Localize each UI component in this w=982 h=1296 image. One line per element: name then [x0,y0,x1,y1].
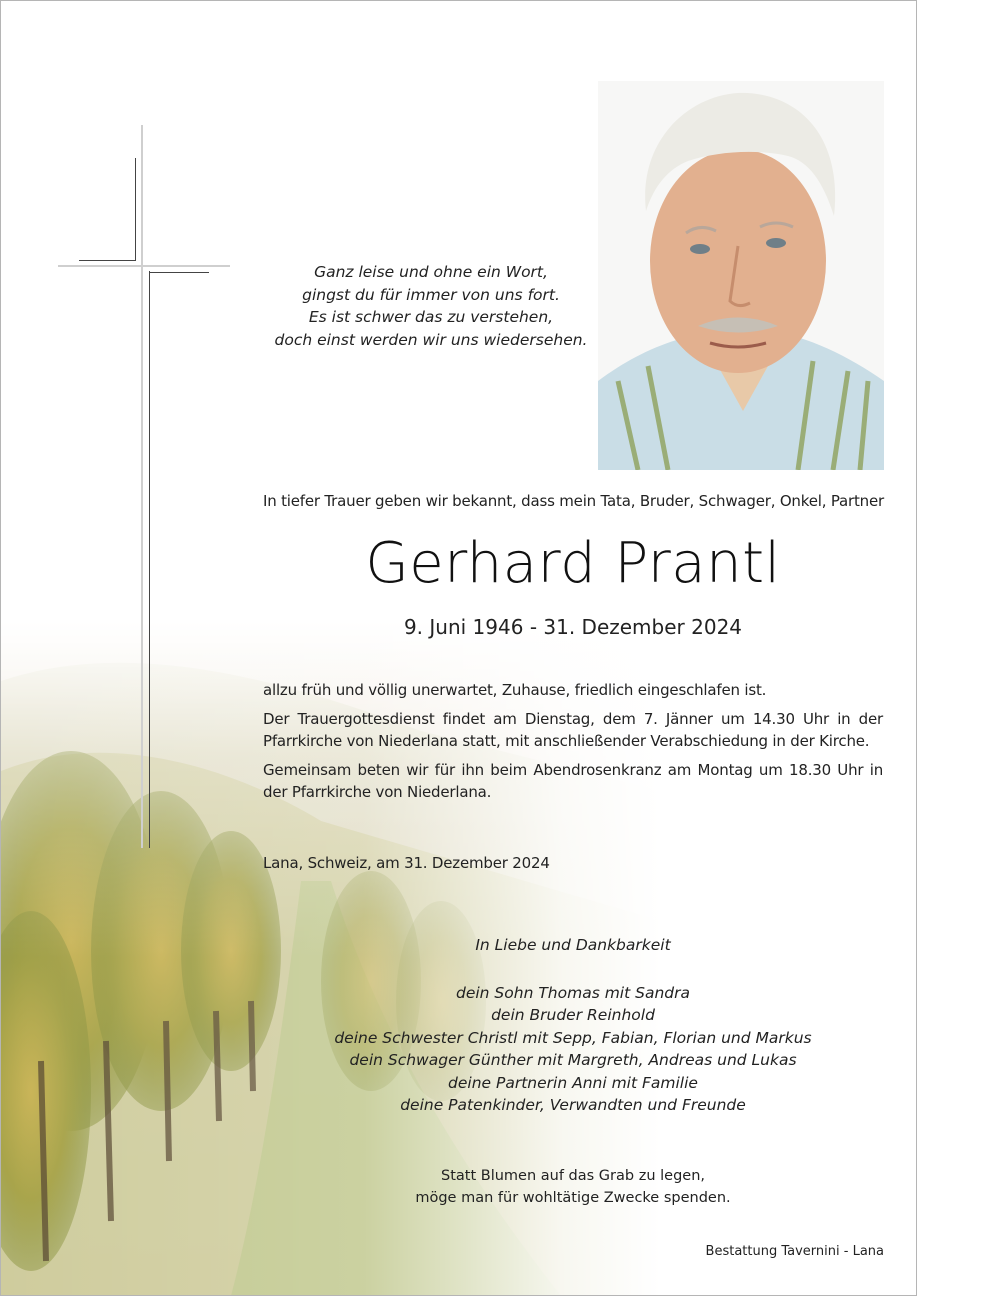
mourner-line: dein Schwager Günther mit Margreth, Andreas und Lukas [349,1051,797,1070]
mourners-list [263,982,883,1116]
place-date: Lana, Schweiz, am 31. Dezember 2024 [263,854,550,872]
mourner-line: deine Schwester Christl mit Sepp, Fabian, Florian und Markus [334,1028,812,1047]
memorial-poem [263,261,599,351]
request-line: Statt Blumen auf das Grab zu legen, [441,1168,705,1184]
mourner-line: dein Bruder Reinhold [491,1006,655,1025]
poem-line: Es ist schwer das zu verstehen, [308,308,554,326]
funeral-home-credit: Bestattung Tavernini - Lana [705,1244,884,1259]
body-paragraph: allzu früh und völlig unerwartet, Zuhause, friedlich eingeschlafen ist. [263,681,767,699]
life-dates: 9. Juni 1946 - 31. Dezember 2024 [403,615,743,639]
page-margin [917,0,982,1296]
announcement-text: In tiefer Trauer geben wir bekannt, dass mein Tata, Bruder, Schwager, Onkel, Partner [263,492,884,510]
portrait-photo [598,81,884,470]
obituary-body [263,679,883,810]
mourner-line: deine Patenkinder, Verwandten und Freunde [400,1096,746,1115]
body-paragraph: Der Trauergottesdienst findet am Dienstag, dem 7. Jänner um 14.30 Uhr in der Pfarrkirche von Niederlana statt, mit anschließender Verabschiedung in der Kirche. [263,710,883,750]
poem-line: doch einst werden wir uns wiedersehen. [274,330,588,349]
thanks-heading: In Liebe und Dankbarkeit [475,936,671,954]
body-paragraph: Gemeinsam beten wir für ihn beim Abendrosenkranz am Montag um 18.30 Uhr in der Pfarrkirche von Niederlana. [263,761,883,801]
request-line: möge man für wohltätige Zwecke spenden. [415,1190,731,1206]
poem-line: Ganz leise und ohne ein Wort, [314,263,548,281]
mourner-line: dein Sohn Thomas mit Sandra [456,984,690,1002]
deceased-name: Gerhard Prantl [365,531,781,596]
poem-line: gingst du für immer von uns fort. [302,285,560,304]
donation-request [263,1165,883,1209]
mourner-line: deine Partnerin Anni mit Familie [448,1073,698,1092]
